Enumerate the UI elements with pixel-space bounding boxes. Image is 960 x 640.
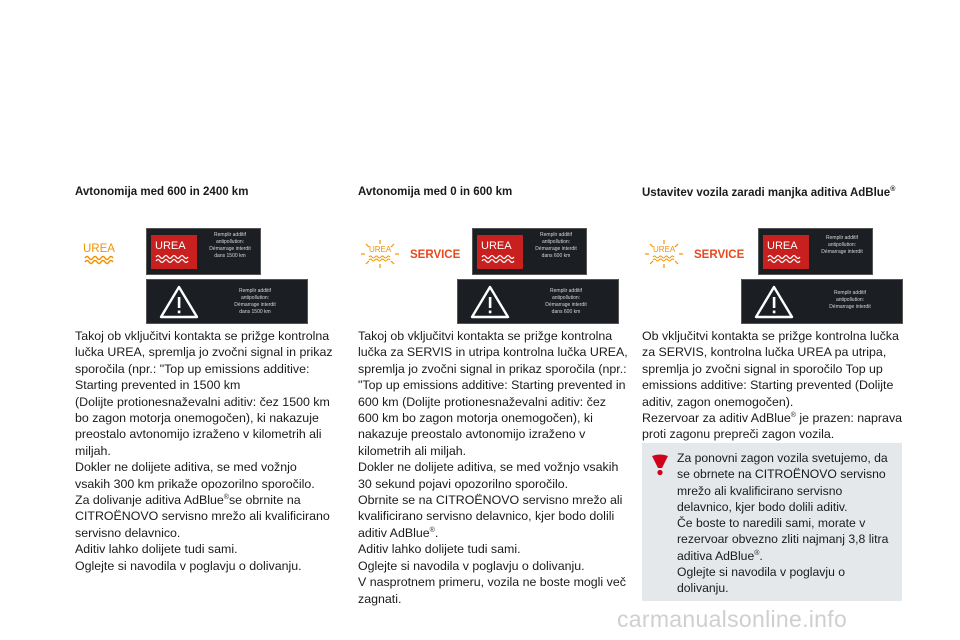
- warning-triangle-icon: [159, 285, 199, 319]
- body-text: Rezervoar za aditiv AdBlue: [642, 411, 791, 426]
- section-body: [75, 328, 335, 574]
- body-text: (Dolijte protionesnaževalni aditiv: čez 1500 km bo zagon motorja onemogočen), ki nakazuje preostalo avtonomijo izraženo v kilometrih ali miljah.: [75, 394, 330, 458]
- body-text: Oglejte si navodila v poglavju o dolivanju.: [358, 558, 585, 573]
- exclamation-warning-icon: [649, 454, 671, 476]
- notice-box: [642, 443, 902, 601]
- display-bottom: [457, 279, 619, 324]
- watermark: carmanualsonline.info: [617, 606, 848, 632]
- section-heading: Avtonomija med 0 in 600 km: [358, 186, 513, 198]
- urea-lamp-icon: [83, 241, 119, 265]
- urea-warning-icon: [151, 235, 197, 269]
- svg-text:SERVICE: SERVICE: [694, 249, 744, 261]
- notice-line: Oglejte si navodila v poglavju o dolivanju.: [677, 565, 846, 596]
- body-text: Dokler ne dolijete aditiva, se med vožnjo vsakih 30 sekund pojavi opozorilno sporočilo.: [358, 460, 619, 491]
- registered-mark: ®: [790, 411, 796, 419]
- display-bottom: [146, 279, 308, 324]
- body-text: Obrnite se na CITROËNOVO servisno mrežo ali kvalificirano servisno delavnico, kjer bodo dolili aditiv AdBlue: [358, 493, 623, 540]
- body-text: Takoj ob vključitvi kontakta se prižge kontrolna lučka za SERVIS in utripa kontrolna lučka UREA, spremlja jo zvočni signal in prikaz sporočila (npr.: "Top up emissions additive: Starting prevented in 600 km (Dolijte protionesnaževalni aditiv: čez 600 km bo zagon motorja onemogočen), ki nakazuje preostalo avtonomijo izraženo v kilometrih ali miljah.: [358, 329, 628, 458]
- display-message: Remplir additif antipollution: Démarrage interdit: [829, 290, 871, 310]
- notice-text: [677, 450, 897, 597]
- display-message: Remplir additif antipollution: Démarrage interdit dans 1500 km: [209, 232, 251, 259]
- registered-mark: ®: [429, 526, 435, 534]
- display-top: [758, 228, 873, 275]
- column-range-600-2400: [75, 186, 335, 574]
- illustration-area: [642, 204, 907, 328]
- heading-text: Ustavitev vozila zaradi manjka aditiva AdBlue: [642, 186, 891, 199]
- body-text: Dokler ne dolijete aditiva, se med vožnjo vsakih 300 km prikaže opozorilno sporočilo.: [75, 460, 315, 491]
- section-heading: Avtonomija med 600 in 2400 km: [75, 186, 249, 198]
- svg-text:UREA: UREA: [83, 243, 115, 255]
- urea-flashing-lamp-icon: [360, 238, 460, 270]
- body-text: Za dolivanje aditiva AdBlue: [75, 493, 224, 508]
- column-vehicle-stop: [642, 186, 907, 443]
- warning-triangle-icon: [470, 285, 510, 319]
- registered-mark: ®: [890, 186, 896, 193]
- notice-line: Če boste to naredili sami, morate v rezervoar obvezno zliti najmanj 3,8 litra aditiva AdBlue: [677, 516, 889, 563]
- svg-text:UREA: UREA: [481, 240, 512, 252]
- body-text: je prazen: naprava proti zagonu prepreči zagon vozila.: [642, 411, 903, 442]
- registered-mark: ®: [754, 549, 760, 557]
- body-text: Aditiv lahko dolijete tudi sami.: [75, 542, 238, 557]
- body-text: Takoj ob vključitvi kontakta se prižge kontrolna lučka UREA, spremlja jo zvočni signal in prikaz sporočila (npr.: "Top up emissions additive: Starting prevented in 1500 km: [75, 329, 333, 393]
- section-body: [358, 328, 628, 607]
- body-text: V nasprotnem primeru, vozila ne boste mogli več zagnati.: [358, 575, 626, 606]
- svg-text:UREA: UREA: [155, 240, 186, 252]
- svg-text:SERVICE: SERVICE: [410, 249, 460, 261]
- svg-text:UREA: UREA: [653, 245, 676, 254]
- body-text: Oglejte si navodila v poglavju o dolivanju.: [75, 558, 302, 573]
- illustration-area: [75, 204, 335, 328]
- svg-text:UREA: UREA: [767, 240, 798, 252]
- section-body: [642, 328, 907, 443]
- display-message: Remplir additif antipollution: Démarrage interdit dans 600 km: [535, 232, 577, 259]
- display-message: Remplir additif antipollution: Démarrage interdit dans 1500 km: [234, 288, 276, 315]
- body-text: Ob vključitvi kontakta se prižge kontrolna lučka za SERVIS, kontrolna lučka UREA pa utripa, spremlja jo zvočni signal in sporočilo Top up emissions additive: Starting prevented (Dolijte aditiv, zagon onemogočen).: [642, 329, 899, 409]
- display-top: [146, 228, 261, 275]
- display-message: Remplir additif antipollution: Démarrage interdit dans 600 km: [545, 288, 587, 315]
- registered-mark: ®: [223, 493, 229, 501]
- warning-triangle-icon: [754, 285, 794, 319]
- body-text: Aditiv lahko dolijete tudi sami.: [358, 542, 521, 557]
- notice-line: .: [759, 548, 763, 563]
- section-heading: [642, 186, 907, 204]
- urea-warning-icon: [763, 235, 809, 269]
- body-text: .: [434, 525, 439, 540]
- illustration-area: [358, 204, 628, 328]
- urea-flashing-lamp-icon: [644, 238, 744, 270]
- svg-text:UREA: UREA: [369, 245, 392, 254]
- display-top: [472, 228, 587, 275]
- display-bottom: [741, 279, 903, 324]
- display-message: Remplir additif antipollution: Démarrage interdit: [821, 235, 863, 255]
- column-range-0-600: [358, 186, 628, 607]
- urea-warning-icon: [477, 235, 523, 269]
- notice-line: Za ponovni zagon vozila svetujemo, da se obrnete na CITROËNOVO servisno mrežo ali kvalificirano servisno delavnico, kjer bodo dolili aditiv.: [677, 451, 888, 514]
- body-text: se obrnite na CITROËNOVO servisno mrežo ali kvalificirano servisno delavnico.: [75, 493, 330, 540]
